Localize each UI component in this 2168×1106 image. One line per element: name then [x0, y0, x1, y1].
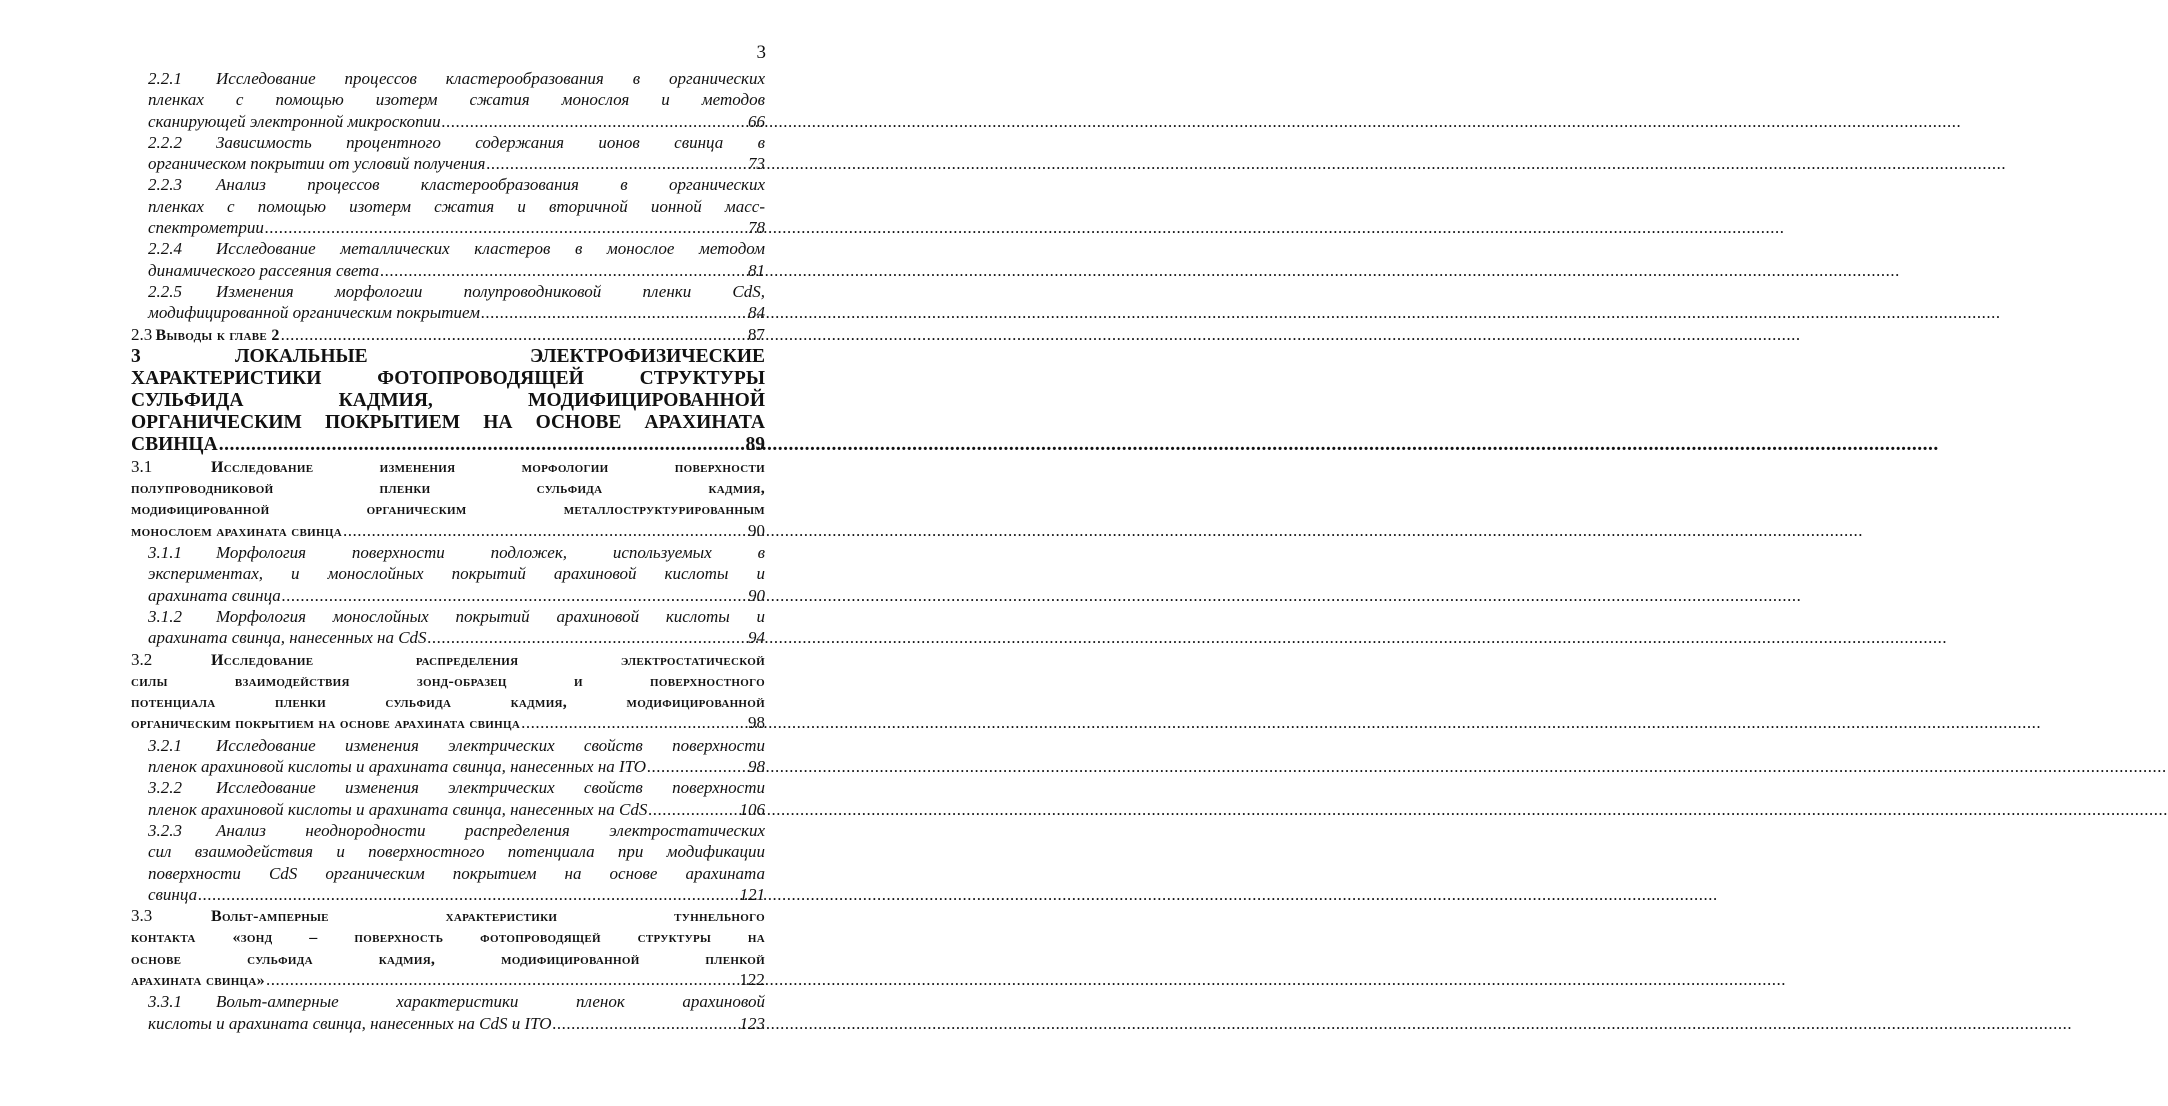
toc-entry-title-line: сил взаимодействия и поверхностного потенциала при модификации	[148, 842, 765, 862]
toc-entry-title-line: Исследование изменения электрических свойств поверхности	[216, 778, 765, 798]
toc-entry-number: 3.2.3	[148, 820, 182, 840]
toc-entry-title-line: контакта «зонд – поверхность фотопроводящей структуры на	[131, 929, 765, 947]
toc-entry[interactable]	[131, 238, 765, 281]
toc-entry-title-line: пленках с помощью изотерм сжатия монослоя и методов	[148, 90, 765, 110]
toc-page-number: 98	[748, 757, 765, 777]
toc-entry-title-line: СУЛЬФИДА КАДМИЯ, МОДИФИЦИРОВАННОЙ	[131, 389, 765, 411]
toc-entry-title-line: Анализ неоднородности распределения электростатических	[216, 820, 765, 840]
toc-page-number: 90	[748, 520, 765, 540]
toc-page-number: 84	[748, 303, 765, 323]
dot-leader	[521, 712, 747, 733]
toc-entry-title-tail: органическим покрытием на основе арахината свинца	[131, 715, 521, 733]
toc-entry-number: 3.2.1	[148, 735, 182, 755]
toc-entry-title-line: Морфология монослойных покрытий арахиновой кислоты и	[216, 606, 765, 626]
toc-entry-title-tail: Выводы к главе 2	[155, 326, 280, 344]
toc-entry[interactable]	[131, 991, 765, 1034]
toc-entry-title-line: Морфология поверхности подложек, используемых в	[216, 543, 765, 563]
toc-page-number: 98	[748, 713, 765, 733]
toc-entry-number: 3.3	[131, 906, 153, 926]
toc-entry-title-line: поверхности CdS органическим покрытием на основе арахината	[148, 863, 765, 883]
toc-entry-title-line: Анализ процессов кластерообразования в органических	[216, 175, 765, 195]
toc-entry-title-line: Исследование процессов кластерообразования в органических	[216, 69, 765, 88]
dot-leader	[647, 756, 747, 777]
toc-entry-number: 2.2.5	[148, 281, 182, 301]
toc-page-number: 106	[739, 799, 765, 819]
page-number: 3	[756, 42, 766, 63]
toc-entry[interactable]	[131, 346, 765, 456]
toc-entry-number: 3.2.2	[148, 778, 182, 798]
toc-entry[interactable]	[131, 281, 765, 324]
toc-entry[interactable]	[131, 542, 765, 606]
dot-leader	[198, 884, 738, 905]
toc-entry-title-line: силы взаимодействия зонд-образец и поверхностного	[131, 672, 765, 690]
toc-entry-number: 2.2.3	[148, 175, 182, 195]
toc-page-number: 73	[748, 154, 765, 174]
toc-entry-title-tail: монослоем арахината свинца	[131, 522, 342, 540]
toc-entry[interactable]	[131, 820, 765, 905]
toc-entry-number: 3.1.2	[148, 606, 182, 626]
dot-leader	[343, 520, 747, 541]
toc-entry-title-tail: модифицированной органическим покрытием	[148, 303, 480, 323]
dot-leader	[648, 799, 738, 820]
toc-entry-title-line: Исследование металлических кластеров в монослое методом	[216, 239, 765, 259]
toc-page-number: 123	[739, 1013, 765, 1033]
toc-entry-title-tail: спектрометрии	[148, 218, 264, 238]
toc-entry-title-line: ОРГАНИЧЕСКИМ ПОКРЫТИЕМ НА ОСНОВЕ АРАХИНАТА	[131, 411, 765, 433]
dot-leader	[265, 217, 747, 238]
toc-entry-title-tail: органическом покрытии от условий получения	[148, 154, 486, 174]
toc-entry-number: 2.2.4	[148, 239, 182, 259]
toc-entry-title-line: Исследование изменения морфологии поверхности	[211, 458, 765, 476]
toc-entry-title-line: Исследование изменения электрических свойств поверхности	[216, 735, 765, 755]
table-of-contents	[131, 68, 765, 1034]
toc-entry[interactable]	[131, 905, 765, 991]
toc-page-number: 87	[748, 324, 765, 344]
toc-entry-title-line: основе сульфида кадмия, модифицированной пленкой	[131, 950, 765, 968]
toc-entry-number: 2.3	[131, 324, 153, 344]
toc-entry[interactable]	[131, 68, 765, 132]
dot-leader	[266, 969, 739, 990]
toc-entry-title-line: полупроводниковой пленки сульфида кадмия,	[131, 480, 765, 498]
toc-entry-title-line: пленках с помощью изотерм сжатия и вторичной ионной масс-	[148, 196, 765, 216]
toc-entry-title-tail: кислоты и арахината свинца, нанесенных на CdS и ITO	[148, 1013, 552, 1033]
toc-entry-number: 3.1	[131, 456, 153, 476]
toc-entry[interactable]	[131, 456, 765, 542]
dot-leader	[282, 585, 747, 606]
toc-page-number: 81	[748, 260, 765, 280]
toc-entry[interactable]	[131, 735, 765, 778]
toc-entry[interactable]	[131, 649, 765, 735]
toc-entry-title-line: Вольт-амперные характеристики пленок арахиновой	[216, 992, 765, 1012]
toc-page-number: 122	[739, 969, 765, 989]
toc-entry-title-line: Изменения морфологии полупроводниковой пленки CdS,	[216, 281, 765, 301]
toc-entry-title-line: потенциала пленки сульфида кадмия, модифицированной	[131, 694, 765, 712]
toc-entry-title-line: ХАРАКТЕРИСТИКИ ФОТОПРОВОДЯЩЕЙ СТРУКТУРЫ	[131, 367, 765, 389]
toc-page-number: 90	[748, 585, 765, 605]
toc-entry-title-tail: пленок арахиновой кислоты и арахината свинца, нанесенных на CdS	[148, 799, 648, 819]
toc-entry-title-line: ЛОКАЛЬНЫЕ ЭЛЕКТРОФИЗИЧЕСКИЕ	[235, 345, 765, 367]
toc-entry-title-tail: арахината свинца	[148, 585, 281, 605]
toc-page-number: 89	[745, 433, 765, 455]
toc-entry-number: 3.3.1	[148, 992, 182, 1012]
toc-entry-title-tail: динамического рассеяния света	[148, 260, 380, 280]
toc-entry[interactable]	[131, 174, 765, 238]
toc-entry-title-tail: СВИНЦА	[131, 433, 218, 455]
toc-entry-number: 3.2	[131, 649, 153, 669]
toc-entry-number: 3	[131, 345, 141, 367]
dot-leader	[281, 324, 747, 345]
dot-leader	[553, 1013, 739, 1034]
toc-entry-title-line: модифицированной органическим металлоструктурированным	[131, 501, 765, 519]
toc-entry-number: 2.2.1	[148, 69, 182, 88]
dot-leader	[442, 111, 747, 132]
toc-entry-title-tail: свинца	[148, 884, 198, 904]
toc-page-number: 66	[748, 111, 765, 131]
dot-leader	[486, 153, 747, 174]
toc-entry-number: 3.1.1	[148, 543, 182, 563]
toc-entry-title-line: Зависимость процентного содержания ионов свинца в	[216, 132, 765, 152]
toc-entry[interactable]	[131, 777, 765, 820]
toc-entry-title-line: Исследование распределения электростатической	[211, 651, 765, 669]
dot-leader	[428, 627, 747, 648]
toc-page-number: 94	[748, 628, 765, 648]
dot-leader	[380, 260, 747, 281]
dot-leader	[481, 302, 747, 323]
toc-entry[interactable]	[131, 606, 765, 649]
toc-entry-number: 2.2.2	[148, 132, 182, 152]
toc-entry-title-tail: арахината свинца»	[131, 971, 265, 989]
toc-entry-title-tail: сканирующей электронной микроскопии	[148, 111, 441, 131]
toc-entry[interactable]	[131, 324, 765, 346]
toc-entry-title-line: Вольт-амперные характеристики туннельного	[211, 908, 765, 926]
toc-entry[interactable]	[131, 132, 765, 175]
toc-entry-title-line: экспериментах, и монослойных покрытий арахиновой кислоты и	[148, 564, 765, 584]
toc-page-number: 78	[748, 218, 765, 238]
toc-page-number: 121	[739, 884, 765, 904]
toc-entry-title-tail: пленок арахиновой кислоты и арахината свинца, нанесенных на ITO	[148, 757, 647, 777]
toc-entry-title-tail: арахината свинца, нанесенных на CdS	[148, 628, 427, 648]
dot-leader	[219, 434, 745, 456]
